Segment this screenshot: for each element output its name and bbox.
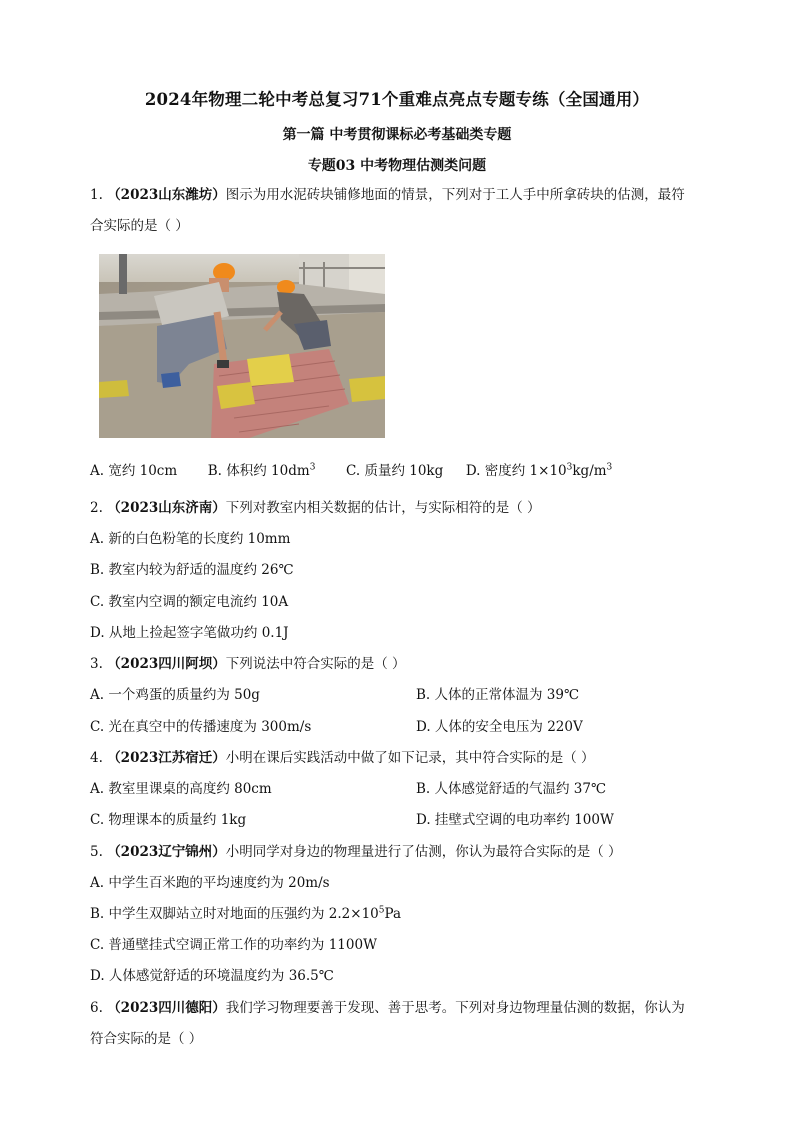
question-source: （2023四川阿坝） [107, 656, 226, 672]
question-number: 6. [90, 1000, 103, 1016]
option-d-unit-sup: 3 [606, 462, 613, 473]
option-d[interactable]: D. 挂壁式空调的电功率约 100W [416, 812, 614, 828]
option-c[interactable]: C. 光在真空中的传播速度为 300m/s [90, 719, 312, 735]
option-b-unit: Pa [384, 906, 402, 922]
question-1-options [90, 462, 612, 480]
option-a[interactable]: A. 教室里课桌的高度约 80cm [90, 781, 272, 797]
option-d[interactable]: D. 人体的安全电压为 220V [416, 719, 583, 735]
question-text: 图示为用水泥砖块铺修地面的情景，下列对于工人手中所拿砖块的估测，最符 [225, 187, 685, 203]
option-c[interactable]: C. 质量约 10kg [346, 463, 444, 479]
option-d-text: D. 密度约 1×10 [465, 463, 567, 479]
part-heading: 第一篇 中考贯彻课标必考基础类专题 [282, 127, 512, 143]
question-6-stem-cont: 符合实际的是（ ） [90, 1031, 203, 1047]
option-a[interactable]: A. 新的白色粉笔的长度约 10mm [90, 531, 291, 547]
option-d[interactable]: D. 人体感觉舒适的环境温度约为 36.5℃ [90, 968, 334, 984]
question-text: 下列说法中符合实际的是（ ） [225, 656, 406, 672]
question-6-stem [90, 999, 685, 1017]
question-text: 下列对教室内相关数据的估计，与实际相符的是（ ） [225, 500, 541, 516]
question-text: 小明在课后实践活动中做了如下记录，其中符合实际的是（ ） [225, 750, 595, 766]
option-d[interactable]: D. 从地上捡起签字笔做功约 0.1J [90, 625, 289, 641]
question-number: 2. [90, 500, 103, 516]
question-2-stem [90, 499, 541, 517]
question-3-stem [90, 655, 406, 673]
option-d[interactable] [466, 463, 612, 479]
option-b[interactable] [90, 905, 401, 923]
option-a[interactable]: A. 宽约 10cm [90, 463, 178, 479]
option-b-text: B. 中学生双脚站立时对地面的压强约为 2.2×10 [90, 906, 379, 922]
option-b-text: B. 体积约 10dm [207, 463, 310, 479]
document-title: 2024年物理二轮中考总复习71个重难点亮点专题专练（全国通用） [144, 90, 650, 109]
option-b-sup: 3 [309, 462, 316, 473]
question-source: （2023山东济南） [107, 500, 226, 516]
option-b[interactable]: B. 教室内较为舒适的温度约 26℃ [90, 562, 294, 578]
paving-workers-photo [99, 254, 385, 438]
question-number: 4. [90, 750, 103, 766]
option-d-sup: 3 [566, 462, 573, 473]
option-b[interactable] [208, 463, 316, 479]
topic-heading: 专题03 中考物理估测类问题 [307, 158, 487, 174]
question-text: 小明同学对身边的物理量进行了估测，你认为最符合实际的是（ ） [225, 844, 622, 860]
question-number: 5. [90, 844, 103, 860]
option-b-sup: 5 [378, 905, 385, 916]
option-a[interactable]: A. 一个鸡蛋的质量约为 50g [90, 687, 260, 703]
question-source: （2023四川德阳） [107, 1000, 226, 1016]
question-4-stem [90, 749, 595, 767]
question-text: 我们学习物理要善于发现、善于思考。下列对身边物理量估测的数据，你认为 [225, 1000, 685, 1016]
question-number: 3. [90, 656, 103, 672]
question-1-stem [90, 186, 685, 204]
option-d-unit: kg/m [572, 463, 607, 479]
option-b[interactable]: B. 人体感觉舒适的气温约 37℃ [416, 781, 607, 797]
option-c[interactable]: C. 教室内空调的额定电流约 10A [90, 594, 289, 610]
question-number: 1. [90, 187, 103, 203]
option-c[interactable]: C. 普通壁挂式空调正常工作的功率约为 1100W [90, 937, 377, 953]
question-1-stem-cont: 合实际的是（ ） [90, 218, 189, 234]
question-5-stem [90, 843, 622, 861]
question-source: （2023山东潍坊） [107, 187, 226, 203]
option-c[interactable]: C. 物理课本的质量约 1kg [90, 812, 247, 828]
option-b[interactable]: B. 人体的正常体温为 39℃ [416, 687, 580, 703]
option-a[interactable]: A. 中学生百米跑的平均速度约为 20m/s [90, 875, 330, 891]
question-source: （2023辽宁锦州） [107, 844, 226, 860]
question-source: （2023江苏宿迁） [107, 750, 226, 766]
